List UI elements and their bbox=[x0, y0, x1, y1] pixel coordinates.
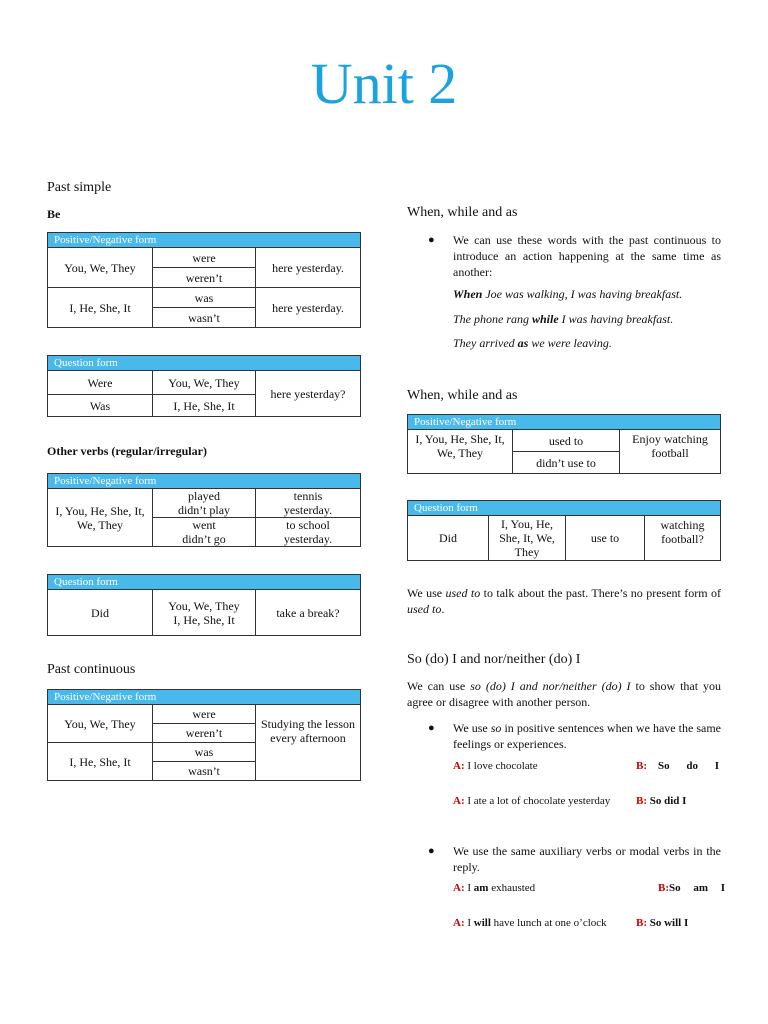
speaker-b-label: B: bbox=[658, 882, 669, 894]
text: to show that you agree or disagree with another person. bbox=[407, 679, 722, 709]
keyword: as bbox=[517, 336, 529, 350]
verb-cell: didn’t use to bbox=[513, 452, 620, 474]
subject-cell: You, We, They bbox=[48, 705, 153, 743]
verb-cell: used to bbox=[513, 430, 620, 452]
example-text: The phone rang bbox=[453, 312, 532, 326]
object-text: yesterday. bbox=[283, 503, 333, 517]
object-text: to school bbox=[286, 518, 330, 532]
verb-cell bbox=[153, 489, 256, 518]
rest-cell: here yesterday. bbox=[256, 248, 361, 288]
verb-cell: was bbox=[153, 743, 256, 762]
rest-cell: Studying the lesson every afternoon bbox=[256, 705, 361, 781]
verb-cell: were bbox=[153, 705, 256, 724]
bullet-text bbox=[453, 720, 721, 752]
verb-text: didn’t play bbox=[177, 503, 231, 517]
term: used to bbox=[407, 602, 442, 616]
verb-cell: weren’t bbox=[153, 724, 256, 743]
verb-text: didn’t go bbox=[182, 532, 226, 546]
term: used to bbox=[445, 586, 481, 600]
dialogue-a bbox=[453, 882, 535, 894]
speaker-b-label: B: bbox=[636, 795, 647, 807]
table-header: Question form bbox=[48, 356, 361, 371]
dialogue-b bbox=[658, 882, 725, 894]
dialogue-keyword: will bbox=[473, 917, 491, 929]
bullet-icon: ● bbox=[428, 845, 435, 857]
speaker-b-label: B: bbox=[636, 917, 647, 929]
subject-cell: You, We, They bbox=[153, 371, 256, 395]
verb-cell: wasn’t bbox=[153, 762, 256, 781]
dialogue-text: I ate a lot of chocolate yesterday bbox=[467, 795, 611, 807]
dialogue-b bbox=[636, 795, 686, 807]
speaker-a-label: A: bbox=[453, 795, 465, 807]
subject-cell: You, We, They bbox=[48, 248, 153, 288]
dialogue-reply: So am I bbox=[669, 882, 726, 894]
verb-text: played bbox=[188, 489, 220, 503]
aux-cell: Were bbox=[48, 371, 153, 395]
object-cell bbox=[256, 518, 361, 547]
speaker-a-label: A: bbox=[453, 882, 465, 894]
keyword: When bbox=[453, 287, 483, 301]
speaker-a-label: A: bbox=[453, 917, 465, 929]
table-header: Positive/Negative form bbox=[48, 233, 361, 248]
object-text: tennis bbox=[293, 489, 323, 503]
verb-cell: wasn’t bbox=[153, 308, 256, 328]
subject-cell: I, You, He, She, It, We, They bbox=[408, 430, 513, 474]
text: We use bbox=[407, 586, 446, 600]
text: in positive sentences when we have the same feelings or experiences. bbox=[453, 721, 722, 751]
subject-cell: I, You, He, She, It, We, They bbox=[489, 516, 566, 561]
text: . bbox=[441, 602, 445, 616]
subject-text: I, He, She, It bbox=[173, 612, 235, 627]
table-other-verbs-question bbox=[47, 574, 361, 636]
table-be-question bbox=[47, 355, 361, 417]
object-cell bbox=[256, 489, 361, 518]
rest-cell: Enjoy watching football bbox=[620, 430, 721, 474]
example-text: Joe was walking, I was having breakfast. bbox=[482, 287, 683, 301]
verb-cell bbox=[153, 518, 256, 547]
speaker-b-label: B: bbox=[636, 760, 647, 772]
example-text: I was having breakfast. bbox=[558, 312, 674, 326]
subject-cell: I, You, He, She, It, We, They bbox=[48, 489, 153, 547]
text: to talk about the past. There’s no present form of bbox=[480, 586, 721, 600]
dialogue-reply: So did I bbox=[649, 795, 687, 807]
table-used-to-positive-negative bbox=[407, 414, 721, 474]
dialogue-b bbox=[636, 760, 719, 772]
rest-cell: watching football? bbox=[645, 516, 721, 561]
dialogue-a bbox=[453, 917, 607, 929]
heading-when-while-as: When, while and as bbox=[407, 205, 518, 220]
subject-text: You, We, They bbox=[168, 598, 240, 613]
dialogue-a bbox=[453, 795, 610, 807]
subheading-be: Be bbox=[47, 207, 61, 221]
aux-cell: Did bbox=[48, 590, 153, 636]
object-text: yesterday. bbox=[283, 532, 333, 546]
text: We use bbox=[453, 721, 491, 735]
subject-cell: I, He, She, It bbox=[48, 288, 153, 328]
verb-cell: weren’t bbox=[153, 268, 256, 288]
so-paragraph bbox=[407, 678, 721, 710]
table-header: Question form bbox=[408, 501, 721, 516]
verb-cell: was bbox=[153, 288, 256, 308]
verb-text: went bbox=[192, 518, 216, 532]
rest-cell: take a break? bbox=[256, 590, 361, 636]
dialogue-text: exhausted bbox=[488, 882, 536, 894]
subject-cell: I, He, She, It bbox=[153, 395, 256, 417]
heading-so-nor-neither: So (do) I and nor/neither (do) I bbox=[407, 652, 581, 667]
dialogue-keyword: am bbox=[473, 882, 489, 894]
bullet-text: We use the same auxiliary verbs or modal verbs in the reply. bbox=[453, 844, 721, 874]
table-header: Positive/Negative form bbox=[48, 690, 361, 705]
table-be-positive-negative bbox=[47, 232, 361, 328]
dialogue-reply: So will I bbox=[649, 917, 689, 929]
table-other-verbs-positive-negative bbox=[47, 473, 361, 547]
bullet-text: We can use these words with the past continuous to introduce an action happening at the same time as another: bbox=[453, 233, 721, 279]
table-header: Positive/Negative form bbox=[48, 474, 361, 489]
verb-cell: use to bbox=[566, 516, 645, 561]
aux-cell: Was bbox=[48, 395, 153, 417]
example-sentence bbox=[453, 312, 673, 327]
term: so bbox=[490, 721, 502, 735]
dialogue-a bbox=[453, 760, 538, 772]
bullet-icon: ● bbox=[428, 722, 435, 734]
text: We can use bbox=[407, 679, 471, 693]
aux-cell: Did bbox=[408, 516, 489, 561]
table-header: Question form bbox=[48, 575, 361, 590]
dialogue-reply: So do I bbox=[658, 760, 720, 772]
subject-cell bbox=[153, 590, 256, 636]
rest-cell: here yesterday. bbox=[256, 288, 361, 328]
example-text: we were leaving. bbox=[528, 336, 612, 350]
dialogue-b bbox=[636, 917, 688, 929]
heading-when-while-as-2: When, while and as bbox=[407, 388, 518, 403]
subheading-other-verbs: Other verbs (regular/irregular) bbox=[47, 444, 207, 458]
heading-past-simple: Past simple bbox=[47, 180, 112, 195]
used-to-paragraph bbox=[407, 585, 721, 617]
keyword: while bbox=[532, 312, 559, 326]
rest-cell: here yesterday? bbox=[256, 371, 361, 417]
example-sentence bbox=[453, 336, 612, 351]
dialogue-text: I bbox=[467, 882, 474, 894]
page-title: Unit 2 bbox=[310, 51, 458, 116]
speaker-a-label: A: bbox=[453, 760, 465, 772]
table-past-continuous bbox=[47, 689, 361, 781]
example-sentence bbox=[453, 287, 682, 302]
bullet-icon: ● bbox=[428, 234, 435, 246]
subject-cell: I, He, She, It bbox=[48, 743, 153, 781]
table-used-to-question bbox=[407, 500, 721, 561]
heading-past-continuous: Past continuous bbox=[47, 662, 136, 677]
dialogue-text: have lunch at one o’clock bbox=[490, 917, 607, 929]
verb-cell: were bbox=[153, 248, 256, 268]
dialogue-text: I bbox=[467, 917, 474, 929]
term: so (do) I and nor/neither (do) I bbox=[470, 679, 631, 693]
table-header: Positive/Negative form bbox=[408, 415, 721, 430]
example-text: They arrived bbox=[453, 336, 518, 350]
dialogue-text: I love chocolate bbox=[467, 760, 538, 772]
